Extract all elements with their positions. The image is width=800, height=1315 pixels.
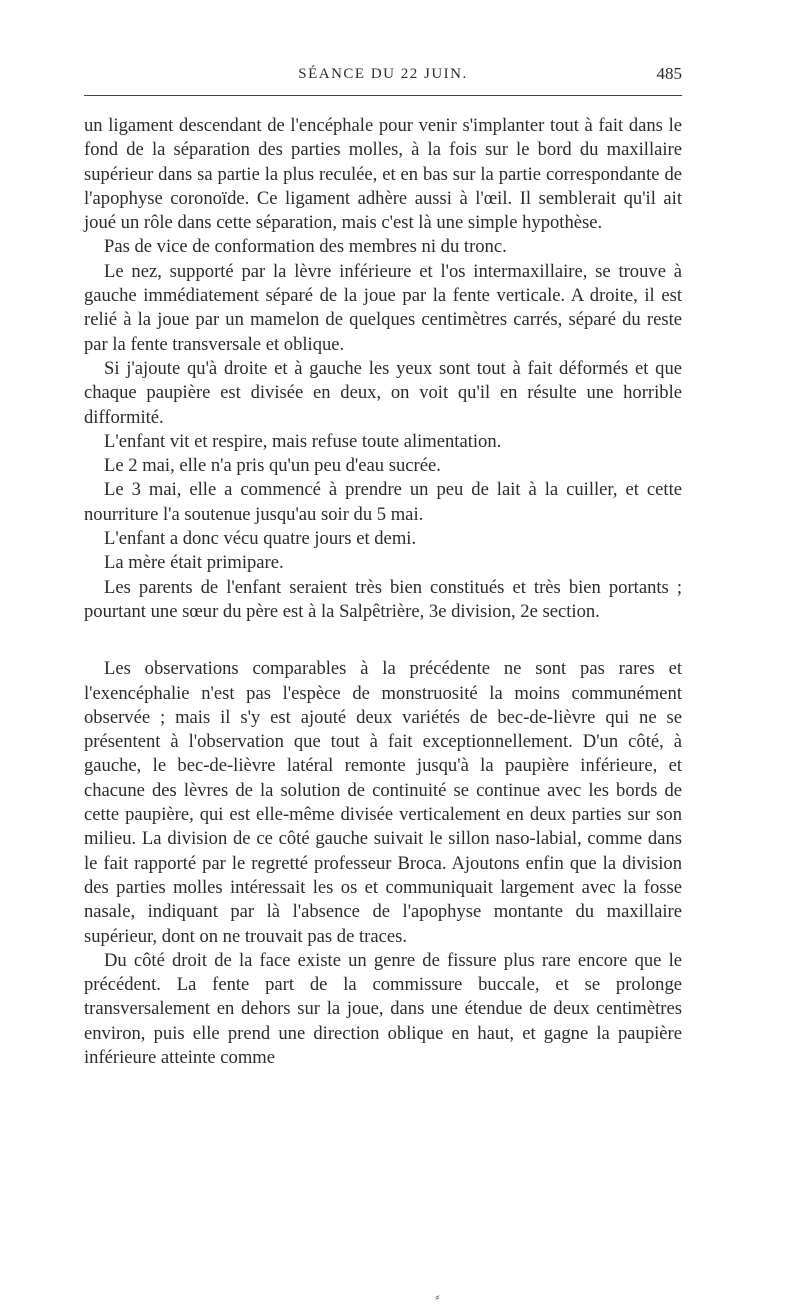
paragraph: Si j'ajoute qu'à droite et à gauche les yeux sont tout à fait déformés et que chaque paupière est divisée en deux, on voit qu'il en résulte une horrible difformité. (84, 357, 682, 428)
section-gap (84, 624, 682, 657)
paragraph: L'enfant a donc vécu quatre jours et demi. (104, 528, 417, 550)
paragraph-continuation: un ligament descendant de l'encéphale pour venir s'implanter tout à fait dans le fond de la séparation des parties molles, à la fois sur le bord du maxillaire supérieur dans sa partie la plus reculée, et en bas sur la partie correspondante de l'apophyse coronoïde. Ce ligament adhère aussi à l'œil. Il semblerait qu'il ait joué un rôle dans cette séparation, mais c'est là une simple hypothèse. (84, 115, 682, 234)
paragraph: Du côté droit de la face existe un genre de fissure plus rare encore que le précédent. La fente part de la commissure buccale, et se prolonge transversalement en dehors sur la joue, dans une étendue de deux centimètres environ, puis elle prend une direction oblique en haut, et gagne la paupière inférieure atteinte comme (84, 949, 682, 1068)
body-text (84, 114, 682, 1070)
paragraph: Les parents de l'enfant seraient très bien constitués et très bien portants ; pourtant une sœur du père est à la Salpêtrière, 3e division, 2e section. (84, 576, 682, 622)
running-title: SÉANCE DU 22 JUIN. (298, 66, 468, 82)
page-number: 485 (656, 64, 682, 83)
paragraph: Les observations comparables à la précédente ne sont pas rares et l'exencéphalie n'est pas l'espèce de monstruosité la moins communément observée ; mais il s'y est ajouté deux variétés de bec-de-lièvre qui ne se présentent à l'observation que tout à fait exceptionnellement. D'un côté, à gauche, le bec-de-lièvre latéral remonte jusqu'à la paupière inférieure, et chacune des lèvres de la solution de continuité se continue avec les bords de cette paupière, qui est elle-même divisée verticalement en deux parties sur son milieu. La division de ce côté gauche suivait le sillon naso-labial, comme dans le fait rapporté par le regretté professeur Broca. Ajoutons enfin que la division des parties molles intéressait les os et communiquait largement avec la fosse nasale, indiquant par là l'absence de l'apophyse montante du maxillaire supérieur, dont on ne trouvait pas de traces. (84, 658, 682, 947)
paragraph: La mère était primipare. (104, 552, 284, 574)
paragraph: Le 2 mai, elle n'a pris qu'un peu d'eau sucrée. (104, 455, 441, 477)
header-rule (84, 95, 682, 96)
paragraph: Le nez, supporté par la lèvre inférieure et l'os intermaxillaire, se trouve à gauche immédiatement séparé de la joue par la fente verticale. A droite, il est relié à la joue par un mamelon de quelques centimètres carrés, séparé du reste par la fente transversale et oblique. (84, 260, 682, 355)
printer-mark: ⸗ (435, 1290, 440, 1305)
paragraph: Pas de vice de conformation des membres ni du tronc. (104, 236, 507, 258)
running-header (84, 64, 682, 90)
paragraph: L'enfant vit et respire, mais refuse toute alimentation. (104, 430, 502, 452)
paragraph: Le 3 mai, elle a commencé à prendre un peu de lait à la cuiller, et cette nourriture l'a soutenue jusqu'au soir du 5 mai. (84, 479, 682, 525)
